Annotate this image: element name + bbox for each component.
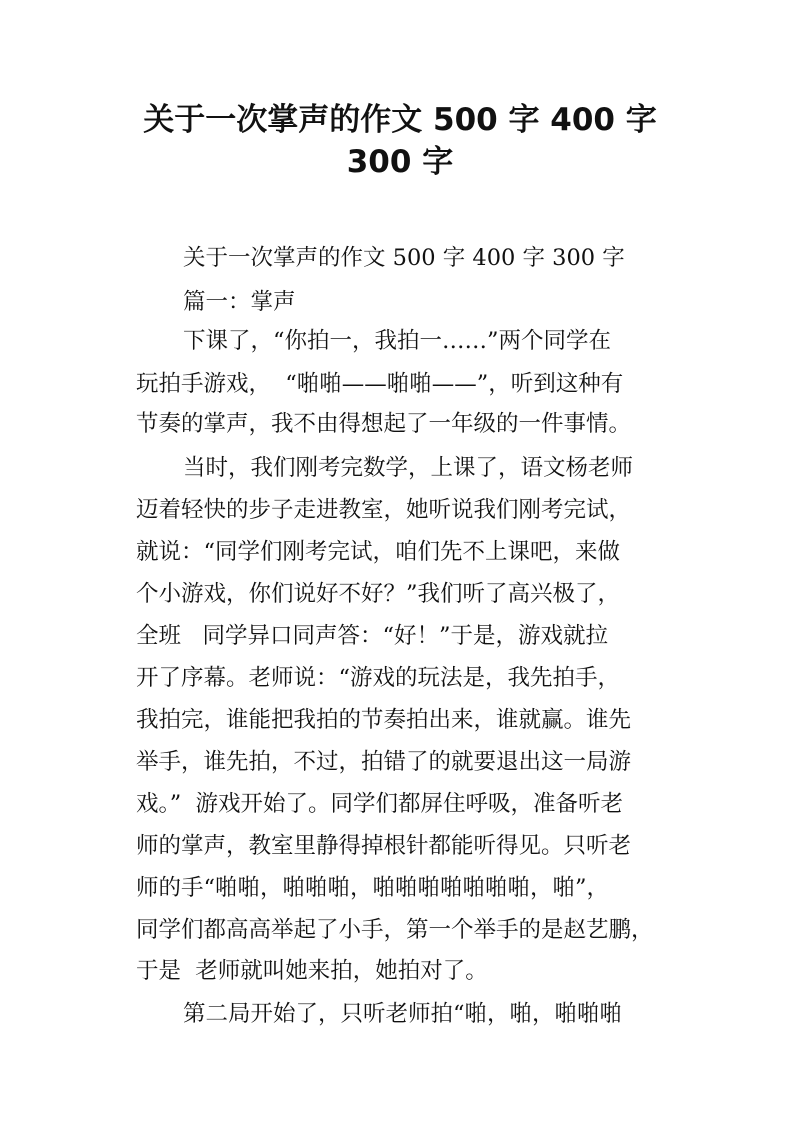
body-line: 师的手“啪啪，啪啪啪，啪啪啪啪啪啪啪，啪”，	[136, 875, 610, 901]
body-line: 开了序幕。老师说：“游戏的玩法是，我先拍手，	[136, 665, 621, 691]
body-line: 同学们都高高举起了小手，第一个举手的是赵艺鹏，	[136, 917, 654, 943]
document-title-line-2: 300 字	[346, 144, 454, 180]
body-line: 举手，谁先拍，不过，拍错了的就要退出这一局游	[136, 749, 632, 775]
body-line: 全班 同学异口同声答：“好！”于是，游戏就拉	[136, 623, 608, 649]
body-line: 当时，我们刚考完数学，上课了，语文杨老师	[183, 455, 634, 481]
body-line: 就说：“同学们刚考完试，咱们先不上课吧，来做	[136, 539, 621, 565]
document-title-line-1: 关于一次掌声的作文 500 字 400 字	[143, 102, 657, 138]
subtitle-line: 关于一次掌声的作文 500 字 400 字 300 字	[183, 245, 625, 271]
body-line: 个小游戏，你们说好不好？”我们听了高兴极了，	[136, 581, 621, 607]
body-line: 师的掌声，教室里静得掉根针都能听得见。只听老	[136, 833, 632, 859]
body-line: 节奏的掌声，我不由得想起了一年级的一件事情。	[136, 411, 632, 437]
body-line: 戏。” 游戏开始了。同学们都屏住呼吸，准备听老	[136, 791, 624, 817]
body-line: 下课了，“你拍一，我拍一……”两个同学在	[183, 328, 612, 354]
body-line: 第二局开始了，只听老师拍“啪，啪，啪啪啪	[183, 1001, 623, 1027]
body-line: 迈着轻快的步子走进教室，她听说我们刚考完试，	[136, 497, 632, 523]
section-heading: 篇一：掌声	[183, 289, 296, 315]
body-line: 我拍完，谁能把我拍的节奏拍出来，谁就赢。谁先	[136, 707, 632, 733]
body-line: 玩拍手游戏， “啪啪——啪啪——”，听到这种有	[136, 371, 624, 397]
body-line: 于是 老师就叫她来拍，她拍对了。	[136, 958, 488, 984]
